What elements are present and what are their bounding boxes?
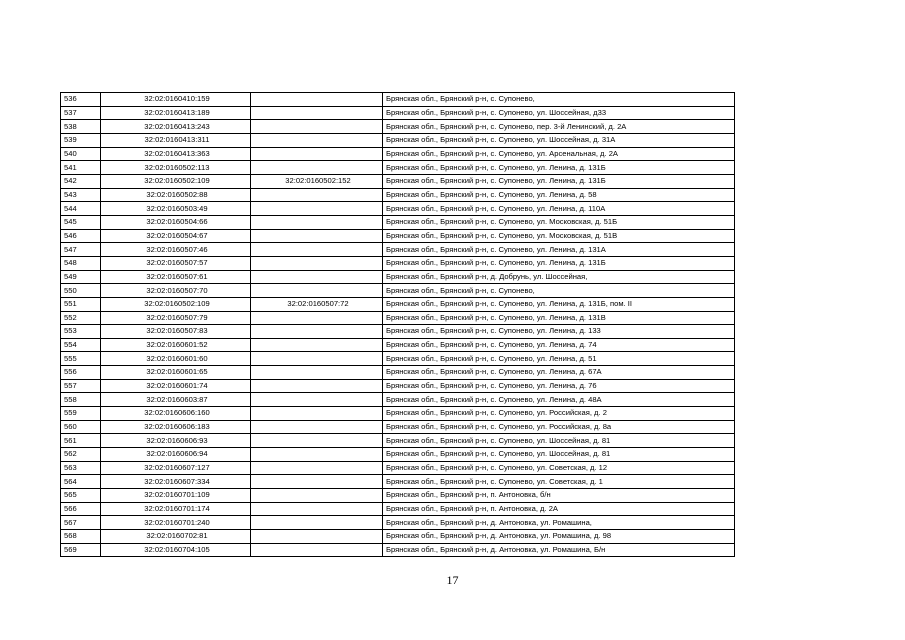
cadastral-number-cell: 32:02:0160701:174 [101, 502, 251, 516]
cadastral-number-cell: 32:02:0160507:83 [101, 325, 251, 339]
related-cadastral-number-cell [251, 325, 383, 339]
address-cell: Брянская обл., Брянский р-н, с. Супонево, ул. Арсенальная, д. 2А [383, 147, 735, 161]
table-row [61, 530, 735, 544]
row-number-cell: 545 [61, 215, 101, 229]
row-number-cell: 567 [61, 516, 101, 530]
related-cadastral-number-cell [251, 407, 383, 421]
table-row [61, 325, 735, 339]
row-number-cell: 554 [61, 338, 101, 352]
address-cell: Брянская обл., Брянский р-н, д. Антоновка, ул. Ромашина, [383, 516, 735, 530]
address-cell: Брянская обл., Брянский р-н, с. Супонево, ул. Шоссейная, д. 81 [383, 434, 735, 448]
cadastral-number-cell: 32:02:0160606:94 [101, 448, 251, 462]
row-number-cell: 540 [61, 147, 101, 161]
related-cadastral-number-cell [251, 106, 383, 120]
row-number-cell: 553 [61, 325, 101, 339]
cadastral-number-cell: 32:02:0160607:127 [101, 461, 251, 475]
address-cell: Брянская обл., Брянский р-н, с. Супонево, ул. Российская, д. 2 [383, 407, 735, 421]
cadastral-number-cell: 32:02:0160606:160 [101, 407, 251, 421]
row-number-cell: 562 [61, 448, 101, 462]
address-cell: Брянская обл., Брянский р-н, с. Супонево, [383, 93, 735, 107]
related-cadastral-number-cell [251, 311, 383, 325]
table-row [61, 133, 735, 147]
address-cell: Брянская обл., Брянский р-н, с. Супонево, ул. Ленина, д. 74 [383, 338, 735, 352]
address-cell: Брянская обл., Брянский р-н, с. Супонево, ул. Московская, д. 51Б [383, 215, 735, 229]
address-cell: Брянская обл., Брянский р-н, п. Антоновка, д. 2А [383, 502, 735, 516]
row-number-cell: 537 [61, 106, 101, 120]
related-cadastral-number-cell [251, 516, 383, 530]
row-number-cell: 555 [61, 352, 101, 366]
row-number-cell: 561 [61, 434, 101, 448]
row-number-cell: 543 [61, 188, 101, 202]
related-cadastral-number-cell [251, 243, 383, 257]
cadastral-number-cell: 32:02:0160704:105 [101, 543, 251, 557]
address-cell: Брянская обл., Брянский р-н, п. Антоновка, б/н [383, 489, 735, 503]
table-row [61, 475, 735, 489]
table-row [61, 448, 735, 462]
cadastral-number-cell: 32:02:0160410:159 [101, 93, 251, 107]
cadastral-number-cell: 32:02:0160413:243 [101, 120, 251, 134]
table-row [61, 147, 735, 161]
related-cadastral-number-cell [251, 530, 383, 544]
table-row [61, 161, 735, 175]
row-number-cell: 558 [61, 393, 101, 407]
related-cadastral-number-cell [251, 188, 383, 202]
table-row [61, 366, 735, 380]
row-number-cell: 546 [61, 229, 101, 243]
cadastral-number-cell: 32:02:0160601:52 [101, 338, 251, 352]
address-cell: Брянская обл., Брянский р-н, с. Супонево, ул. Шоссейная, д. 31А [383, 133, 735, 147]
cadastral-number-cell: 32:02:0160606:183 [101, 420, 251, 434]
table-row [61, 188, 735, 202]
cadastral-number-cell: 32:02:0160413:189 [101, 106, 251, 120]
address-cell: Брянская обл., Брянский р-н, с. Супонево, ул. Шоссейная, д. 81 [383, 448, 735, 462]
cadastral-number-cell: 32:02:0160507:70 [101, 284, 251, 298]
cadastral-number-cell: 32:02:0160504:66 [101, 215, 251, 229]
table-row [61, 215, 735, 229]
address-cell: Брянская обл., Брянский р-н, с. Супонево, ул. Московская, д. 51В [383, 229, 735, 243]
address-cell: Брянская обл., Брянский р-н, с. Супонево, ул. Ленина, д. 131Б [383, 174, 735, 188]
cadastral-number-cell: 32:02:0160502:109 [101, 174, 251, 188]
row-number-cell: 541 [61, 161, 101, 175]
table-row [61, 106, 735, 120]
address-cell: Брянская обл., Брянский р-н, с. Супонево, ул. Ленина, д. 48А [383, 393, 735, 407]
related-cadastral-number-cell [251, 147, 383, 161]
table-row [61, 379, 735, 393]
address-cell: Брянская обл., Брянский р-н, с. Супонево, ул. Ленина, д. 131Б, пом. II [383, 297, 735, 311]
address-cell: Брянская обл., Брянский р-н, с. Супонево, ул. Ленина, д. 51 [383, 352, 735, 366]
related-cadastral-number-cell [251, 352, 383, 366]
table-row [61, 543, 735, 557]
address-cell: Брянская обл., Брянский р-н, с. Супонево, ул. Шоссейная, д33 [383, 106, 735, 120]
address-cell: Брянская обл., Брянский р-н, с. Супонево, ул. Советская, д. 1 [383, 475, 735, 489]
table-row [61, 284, 735, 298]
related-cadastral-number-cell [251, 120, 383, 134]
row-number-cell: 568 [61, 530, 101, 544]
cadastral-number-cell: 32:02:0160701:240 [101, 516, 251, 530]
address-cell: Брянская обл., Брянский р-н, с. Супонево, ул. Ленина, д. 131В [383, 311, 735, 325]
address-cell: Брянская обл., Брянский р-н, д. Антоновка, ул. Ромашина, Б/н [383, 543, 735, 557]
table-row [61, 174, 735, 188]
table-row [61, 270, 735, 284]
row-number-cell: 547 [61, 243, 101, 257]
address-cell: Брянская обл., Брянский р-н, с. Супонево, ул. Ленина, д. 131Б [383, 256, 735, 270]
cadastral-number-cell: 32:02:0160502:113 [101, 161, 251, 175]
related-cadastral-number-cell [251, 448, 383, 462]
row-number-cell: 557 [61, 379, 101, 393]
cadastral-number-cell: 32:02:0160607:334 [101, 475, 251, 489]
table-row [61, 393, 735, 407]
row-number-cell: 539 [61, 133, 101, 147]
cadastral-number-cell: 32:02:0160601:74 [101, 379, 251, 393]
related-cadastral-number-cell [251, 161, 383, 175]
cadastral-number-cell: 32:02:0160507:57 [101, 256, 251, 270]
table-row [61, 120, 735, 134]
table-row [61, 420, 735, 434]
address-cell: Брянская обл., Брянский р-н, с. Супонево, ул. Ленина, д. 58 [383, 188, 735, 202]
cadastral-number-cell: 32:02:0160601:65 [101, 366, 251, 380]
table-row [61, 256, 735, 270]
address-cell: Брянская обл., Брянский р-н, с. Супонево, ул. Ленина, д. 110А [383, 202, 735, 216]
cadastral-number-cell: 32:02:0160413:311 [101, 133, 251, 147]
table-row [61, 93, 735, 107]
row-number-cell: 564 [61, 475, 101, 489]
cadastral-number-cell: 32:02:0160504:67 [101, 229, 251, 243]
address-cell: Брянская обл., Брянский р-н, д. Антоновка, ул. Ромашина, д. 98 [383, 530, 735, 544]
cadastral-number-cell: 32:02:0160507:61 [101, 270, 251, 284]
related-cadastral-number-cell [251, 420, 383, 434]
cadastral-number-cell: 32:02:0160503:49 [101, 202, 251, 216]
row-number-cell: 552 [61, 311, 101, 325]
related-cadastral-number-cell [251, 502, 383, 516]
row-number-cell: 549 [61, 270, 101, 284]
row-number-cell: 548 [61, 256, 101, 270]
registry-table [60, 92, 735, 557]
related-cadastral-number-cell [251, 379, 383, 393]
address-cell: Брянская обл., Брянский р-н, с. Супонево, ул. Ленина, д. 76 [383, 379, 735, 393]
table-row [61, 434, 735, 448]
related-cadastral-number-cell [251, 461, 383, 475]
address-cell: Брянская обл., Брянский р-н, с. Супонево, пер. 3-й Ленинский, д. 2А [383, 120, 735, 134]
table-row [61, 502, 735, 516]
cadastral-number-cell: 32:02:0160603:87 [101, 393, 251, 407]
cadastral-number-cell: 32:02:0160507:46 [101, 243, 251, 257]
related-cadastral-number-cell [251, 543, 383, 557]
row-number-cell: 550 [61, 284, 101, 298]
table-row [61, 338, 735, 352]
address-cell: Брянская обл., Брянский р-н, с. Супонево, ул. Ленина, д. 133 [383, 325, 735, 339]
row-number-cell: 538 [61, 120, 101, 134]
address-cell: Брянская обл., Брянский р-н, с. Супонево, ул. Российская, д. 8а [383, 420, 735, 434]
related-cadastral-number-cell [251, 215, 383, 229]
row-number-cell: 569 [61, 543, 101, 557]
cadastral-number-cell: 32:02:0160601:60 [101, 352, 251, 366]
cadastral-number-cell: 32:02:0160606:93 [101, 434, 251, 448]
related-cadastral-number-cell [251, 284, 383, 298]
address-cell: Брянская обл., Брянский р-н, д. Добрунь, ул. Шоссейная, [383, 270, 735, 284]
cadastral-number-cell: 32:02:0160507:79 [101, 311, 251, 325]
row-number-cell: 559 [61, 407, 101, 421]
address-cell: Брянская обл., Брянский р-н, с. Супонево, ул. Ленина, д. 131А [383, 243, 735, 257]
related-cadastral-number-cell [251, 434, 383, 448]
row-number-cell: 551 [61, 297, 101, 311]
related-cadastral-number-cell [251, 256, 383, 270]
cadastral-number-cell: 32:02:0160701:109 [101, 489, 251, 503]
table-row [61, 243, 735, 257]
cadastral-number-cell: 32:02:0160502:88 [101, 188, 251, 202]
related-cadastral-number-cell: 32:02:0160507:72 [251, 297, 383, 311]
cadastral-number-cell: 32:02:0160702:81 [101, 530, 251, 544]
cadastral-number-cell: 32:02:0160413:363 [101, 147, 251, 161]
related-cadastral-number-cell [251, 229, 383, 243]
related-cadastral-number-cell: 32:02:0160502:152 [251, 174, 383, 188]
address-cell: Брянская обл., Брянский р-н, с. Супонево, ул. Ленина, д. 131Б [383, 161, 735, 175]
cadastral-number-cell: 32:02:0160502:109 [101, 297, 251, 311]
address-cell: Брянская обл., Брянский р-н, с. Супонево, [383, 284, 735, 298]
table-row [61, 489, 735, 503]
related-cadastral-number-cell [251, 393, 383, 407]
row-number-cell: 565 [61, 489, 101, 503]
table-row [61, 352, 735, 366]
related-cadastral-number-cell [251, 133, 383, 147]
row-number-cell: 536 [61, 93, 101, 107]
row-number-cell: 563 [61, 461, 101, 475]
address-cell: Брянская обл., Брянский р-н, с. Супонево, ул. Советская, д. 12 [383, 461, 735, 475]
registry-table-body [61, 93, 735, 557]
related-cadastral-number-cell [251, 475, 383, 489]
table-row [61, 311, 735, 325]
row-number-cell: 544 [61, 202, 101, 216]
table-row [61, 461, 735, 475]
related-cadastral-number-cell [251, 338, 383, 352]
related-cadastral-number-cell [251, 270, 383, 284]
related-cadastral-number-cell [251, 202, 383, 216]
table-row [61, 229, 735, 243]
related-cadastral-number-cell [251, 93, 383, 107]
address-cell: Брянская обл., Брянский р-н, с. Супонево, ул. Ленина, д. 67А [383, 366, 735, 380]
table-row [61, 407, 735, 421]
related-cadastral-number-cell [251, 366, 383, 380]
table-row [61, 202, 735, 216]
row-number-cell: 542 [61, 174, 101, 188]
row-number-cell: 566 [61, 502, 101, 516]
row-number-cell: 556 [61, 366, 101, 380]
related-cadastral-number-cell [251, 489, 383, 503]
row-number-cell: 560 [61, 420, 101, 434]
table-row [61, 516, 735, 530]
table-row [61, 297, 735, 311]
page-number: 17 [446, 573, 459, 587]
